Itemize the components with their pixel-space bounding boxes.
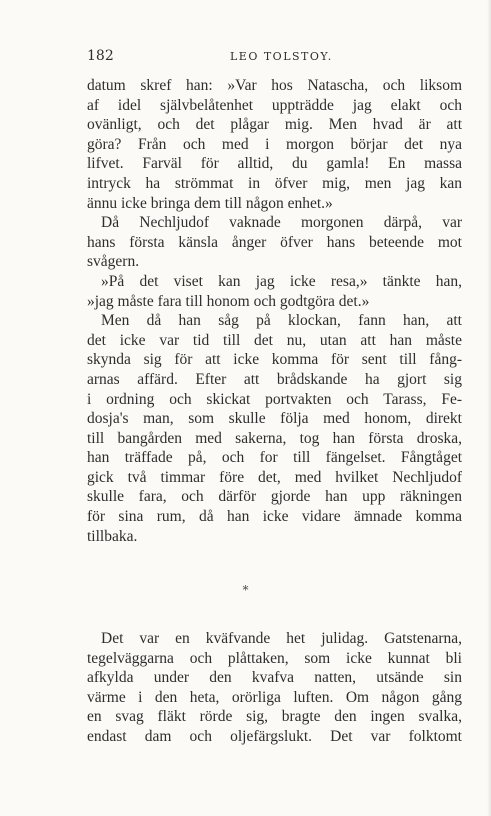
text-block-1 xyxy=(87,76,462,546)
text-line: arnas affärd. Efter att brådskande ha gjort sig xyxy=(87,370,462,388)
text-line: ännu icke bringa dem till någon enhet.» xyxy=(87,194,333,212)
text-line: Då Nechljudof vaknade morgonen därpå, var xyxy=(101,214,462,232)
text-line: för sina rum, då han icke vidare ämnade komma xyxy=(87,508,462,526)
text-line: ovänligt, och det plågar mig. Men hvad är att xyxy=(87,116,462,134)
text-line: »jag måste fara till honom och godtgöra det.» xyxy=(87,292,370,310)
text-line: endast dam och oljefärgslukt. Det var folktomt xyxy=(87,727,462,745)
text-line: hans första känsla ånger öfver hans beteende mot xyxy=(87,233,462,251)
page-number: 182 xyxy=(87,48,114,64)
text-line: tillbaka. xyxy=(87,527,138,545)
text-line: dosja's man, som skulle följa med honom, direkt xyxy=(87,410,462,428)
text-line: afkylda under den kvafva natten, utsände sin xyxy=(87,669,462,687)
text-line: af idel självbelåtenhet uppträdde jag elakt och xyxy=(87,96,462,114)
page-header xyxy=(87,48,463,68)
text-line: han träffade på, och for till fängelset. Fångtåget xyxy=(87,449,462,467)
text-line: skulle fara, och därför gjorde han upp räkningen xyxy=(87,488,462,506)
text-line: »På det viset kan jag icke resa,» tänkte han, xyxy=(101,272,462,290)
text-line: en svag fläkt rörde sig, bragte den ingen svalka, xyxy=(87,708,462,726)
text-line: datum skref han: »Var hos Natascha, och liksom xyxy=(87,77,462,94)
text-line: göra? Från och med i morgon börjar det nya xyxy=(87,135,462,153)
text-line: det icke var tid till det nu, utan att han måste xyxy=(87,331,462,349)
running-head: LEO TOLSTOY. xyxy=(230,50,333,63)
text-line: gick två timmar före det, med hvilket Nechljudof xyxy=(87,468,462,486)
text-line: lifvet. Farväl för alltid, du gamla! En massa xyxy=(87,155,462,173)
text-line: skynda sig för att icke komma för sent till fång- xyxy=(87,351,462,369)
text-line: värme i den heta, orörliga luften. Om någon gång xyxy=(87,688,462,706)
section-separator: * xyxy=(242,583,249,597)
text-line: svågern. xyxy=(87,253,140,271)
text-block-2 xyxy=(87,629,462,747)
text-line: intryck ha strömmat in öfver mig, men jag kan xyxy=(87,174,462,192)
text-line: Det var en kväfvande het julidag. Gatstenarna, xyxy=(101,630,462,647)
text-line: tegelväggarna och plåttaken, som icke kunnat bli xyxy=(87,649,462,667)
text-line: i ordning och skickat portvakten och Tarass, Fe- xyxy=(87,390,462,408)
text-line: till bangården med sakerna, tog han första droska, xyxy=(87,429,462,447)
text-line: Men då han såg på klockan, fann han, att xyxy=(101,312,462,330)
